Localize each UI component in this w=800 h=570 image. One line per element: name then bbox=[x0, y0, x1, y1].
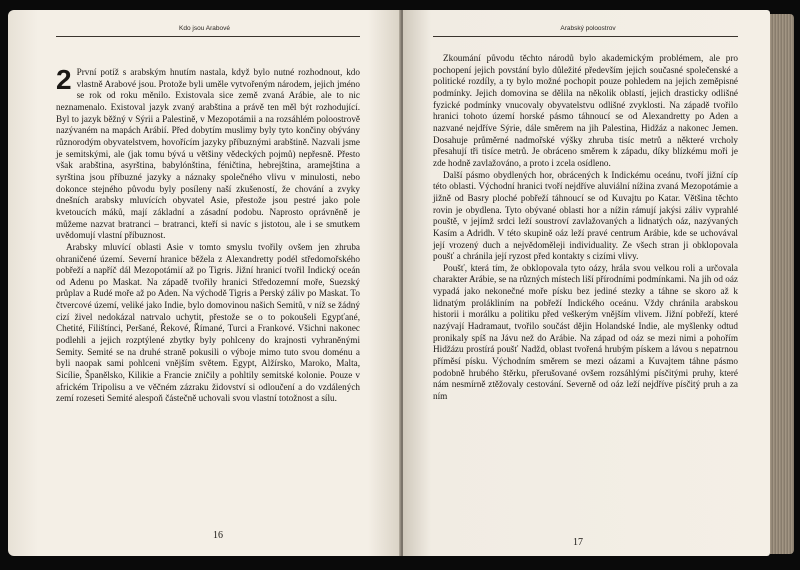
left-page bbox=[8, 10, 401, 556]
left-paragraph-1-text: První potíž s arabským hnutím nastala, když bylo nutné rozhodnout, kdo vlastně Arabové jsou. Protože byli uměle vytvořeným národem, jejich jméno se rok od roku měnilo. Existovala sice země zvaná Arábie, ale to nic neznamenalo. Existoval jazyk zvaný arabština a právě ten měl být rozhodující. Byl to jazyk běžný v Sýrii a Palestině, v Mezopotámii a na rozsáhlém poloostrově nazývaném na mapách Arábií. Před dobytím muslimy byly tyto končiny obývány různorodým obyvatelstvem, hovořícím jazyky příbuznými arabštině. Nazvali jsme je semitskými, ale (jak tomu bývá u většiny vědeckých pojmů) nepřesně. Přesto však arabština, asyrština, babylónština, féničtina, hebrejština, aramejština a syrština jsou příbuzné jazyky a náznaky společného vlivu v minulosti, nebo dokonce stejného původu byly posíleny naší zkušeností, že chování a zvyky dnešních arabsky mluvících obyvatel Asie, přestože jsou pestré jako pole kvetoucích máků, mají základní a zásadní podobu. Naprosto oprávněně je můžeme nazvat bratranci – bratranci, kteří si navíc s jistotou, ale i se smutkem uvědomují vlastní příbuznost. bbox=[56, 67, 360, 241]
right-paragraph-2: Další pásmo obydlených hor, obrácených k Indickému oceánu, tvoří jižní cíp této oblasti. Východní hranici tvoří nejdříve aluviální nížina zvaná Mezopotámie a jižně od Basry ploché pobřeží táhnoucí se od Kuvajtu po Katar. Většina těchto rovin je obydlena. Tyto obývané oblasti hor a nížin rámují jakýsi záliv vyprahlé pouště, v jejímž srdci leží soustroví zavlažovaných a lidnatých oáz, nazývaných Kasím a Adridh. V této skupině oáz leží pravé centrum Arábie, kde se uchovával její vrozený duch a nejvědoměleji individuality. Ze všech stran ji obklopovala poušť a chránila její ryzost před kontakty s cizími vlivy. bbox=[433, 169, 738, 262]
right-running-head: Arabský poloostrov bbox=[560, 25, 616, 32]
right-page-number: 17 bbox=[573, 537, 583, 548]
chapter-number: 2 bbox=[56, 64, 72, 95]
left-page-number: 16 bbox=[213, 530, 223, 541]
right-paragraph-3: Poušť, která tím, že obklopovala tyto oázy, hrála svou velkou roli a určovala charakter Arábie, se na různých místech liší přírodními podmínkami. Na jih od oáz vypadá jako nekonečné moře písku bez jediné stezky a táhne se skoro až k lidnatým prolákliním na pobřeží Indického oceánu. Vždy chránila arabskou historii i morálku a politiku před veškerým vnějším vlivem. Jižní pobřeží, které nazývají Hadramaut, tvořilo součást dějin Holandské Indie, ale myšlenky odtud pronikaly spíš na Jávu než do Arábie. Na západ od oáz se mezi nimi a pohořím Hidžázu prostírá poušť Nadžd, oblast tvořená hrubým pískem a lávou s nepatrnou příměsí písku. Východním směrem se mezi oázami a Kuvajtem táhne pásmo podobně hrubého štěrku, přerušované ovšem rozsáhlými písčitými pruhy, které nám nesmírně ztěžovaly cestování. Severně od oáz leží nejdříve písčitý pruh a za ním bbox=[433, 262, 738, 402]
left-paragraph-2: Arabsky mluvící oblasti Asie v tomto smyslu tvořily ovšem jen zhruba ohraničené území. Severní hranice běžela z Alexandretty podél středomořského pobřeží a napříč dál Mezopotámií až po Tigris. Jižní hranicí tvořil Indický oceán od Adenu po Maskat. Na západě tvořily hranici Středozemní moře, Suezský průplav a Rudé moře až po Aden. Na východě Tigris a Perský záliv po Maskat. To čtvercové území, veliké jako Indie, bylo domovinou našich Semitů, v níž se žádný cizí živel nedokázal natrvalo uchytit, přestože se o to pokoušeli Egypťané, Chetité, Filištínci, Peršané, Řekové, Římané, Turci a Frankové. Všichni nakonec podlehli a jejich rozptýlené zbytky byly pohlceny do krajnosti vyhraněnými Semity. Semité se na druhé straně pokusili o výboje mimo tuto svou doménu a byli naopak sami pohlceni vnějším světem. Egypt, Alžírsko, Maroko, Malta, Sicílie, Španělsko, Kilikie a Francie zničily a pohltily semitské kolonie. Pouze v africkém Tripolisu a ve věčném zázraku židovství si odloučení a do vzdálených zemí rozeseti Semité alespoň částečně uchovali svou vlastní totožnost a sílu. bbox=[56, 241, 360, 404]
page-edges bbox=[770, 14, 794, 554]
right-body-text bbox=[433, 53, 738, 403]
right-page bbox=[403, 10, 770, 556]
right-paragraph-1: Zkoumání původu těchto národů bylo akademickým problémem, ale pro pochopení jejich povstání bylo důležité především jejich současné společenské a politické rozdíly, a ty bylo možné pochopit pouze pohledem na jejich zeměpisné podmínky. Jejich domovina se dělila na několik oblastí, jejich drasticky odlišné fyzické podmínky vnucovaly obyvatelstvu odlišné zvyklosti. Na západě tvořilo hranici tohoto území horské pásmo táhnoucí se od Alexandretty po Aden a nazvané nejdříve Sýrie, dále směrem na jih Palestina, Hidžáz a nakonec Jemen. Dosahuje průměrné nadmořské výšky zhruba tisíc metrů a některé vrcholy přesahují tři tisíce metrů. Je obráceno směrem k západu, díky blízkému moři je zde hodně zavlažováno, a proto i zcela osídleno. bbox=[433, 53, 738, 168]
left-body-text bbox=[56, 64, 360, 405]
right-header-rule bbox=[433, 36, 738, 37]
left-running-head: Kdo jsou Arabové bbox=[179, 25, 230, 32]
left-header-rule bbox=[56, 36, 360, 37]
left-paragraph-1 bbox=[56, 64, 360, 242]
